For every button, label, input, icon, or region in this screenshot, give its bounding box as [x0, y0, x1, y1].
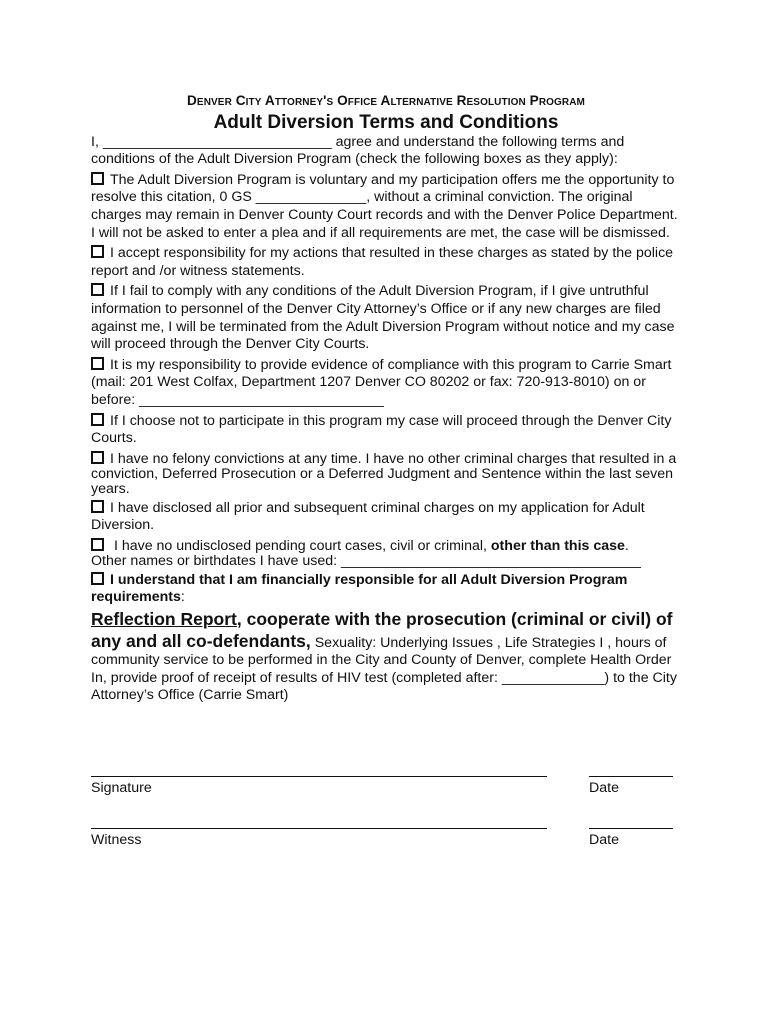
- checkbox[interactable]: [91, 283, 104, 296]
- checkbox[interactable]: [91, 538, 104, 551]
- witness-label: Witness: [91, 832, 142, 848]
- reflection-report-link[interactable]: Reflection Report: [91, 609, 237, 630]
- signature-line[interactable]: [91, 776, 547, 777]
- witness-date-label: Date: [589, 832, 619, 848]
- date-line[interactable]: [589, 776, 673, 777]
- term-item-responsibility: I accept responsibility for my actions that resulted in these charges as stated by the police report and /or witness statements.: [91, 245, 674, 279]
- checkbox[interactable]: [91, 357, 104, 370]
- term-item-pending: I have no undisclosed pending court cases, civil or criminal, other than this case. Other names or birthdates I have used: ______________________________________: [91, 537, 641, 569]
- requirements-paragraph: Reflection Report, cooperate with the prosecution (criminal or civil) of any and all co-defendants, Sexuality: Underlying Issues , Life Strategies I , hours of community service to be performed in the City and County of Denver, complete Health Order In, provide proof of receipt of results of HIV test (completed after: _____________) to the City Attorney’s Office (Carrie Smart): [91, 609, 677, 704]
- document-body: [91, 92, 681, 705]
- org-header: Denver City Attorney's Office Alternative Resolution Program: [187, 93, 585, 108]
- term-item-financial: I understand that I am financially responsible for all Adult Diversion Program requirements:: [91, 571, 628, 606]
- other-names-line[interactable]: Other names or birthdates I have used: ______________________________________: [91, 552, 641, 569]
- checkbox[interactable]: [91, 572, 104, 585]
- witness-date-line[interactable]: [589, 828, 673, 829]
- intro-paragraph: I, _____________________________ agree and understand the following terms and conditions of the Adult Diversion Program (check the following boxes as they apply):: [91, 133, 625, 168]
- term-item-voluntary: The Adult Diversion Program is voluntary and my participation offers me the opportunity to resolve this citation, 0 GS ______________, without a criminal conviction. The original charges may remain in Denver County Court records and with the Denver Police Department. I will not be asked to enter a plea and if all requirements are met, the case will be dismissed.: [91, 171, 678, 241]
- term-item-no-felony: I have no felony convictions at any time. I have no other criminal charges that resulted in a conviction, Deferred Prosecution or a Deferred Judgment and Sentence within the last seven years.: [91, 450, 677, 497]
- checkbox[interactable]: [91, 245, 104, 258]
- name-blank[interactable]: _____________________________: [102, 133, 332, 150]
- term-item-choose-not: If I choose not to participate in this program my case will proceed through the Denver City Courts.: [91, 412, 672, 447]
- term-item-disclosed: I have disclosed all prior and subsequent criminal charges on my application for Adult Diversion.: [91, 499, 645, 534]
- checkbox[interactable]: [91, 413, 104, 426]
- term-item-compliance-evidence: It is my responsibility to provide evidence of compliance with this program to Carrie Smart (mail: 201 West Colfax, Department 1207 Denver CO 80202 or fax: 720-913-8010) on or before: _______________________________: [91, 356, 672, 408]
- witness-line[interactable]: [91, 828, 547, 829]
- checkbox[interactable]: [91, 500, 104, 513]
- checkbox[interactable]: [91, 172, 104, 185]
- checkbox[interactable]: [91, 451, 104, 464]
- date-label: Date: [589, 780, 619, 796]
- signature-label: Signature: [91, 780, 152, 796]
- page-title: Adult Diversion Terms and Conditions: [213, 111, 559, 133]
- term-item-termination: If I fail to comply with any conditions of the Adult Diversion Program, if I give untruthful information to personnel of the Denver City Attorney’s Office or if any new charges are filed against me, I will be terminated from the Adult Diversion Program without notice and my case will proceed through the Denver City Courts.: [91, 283, 675, 353]
